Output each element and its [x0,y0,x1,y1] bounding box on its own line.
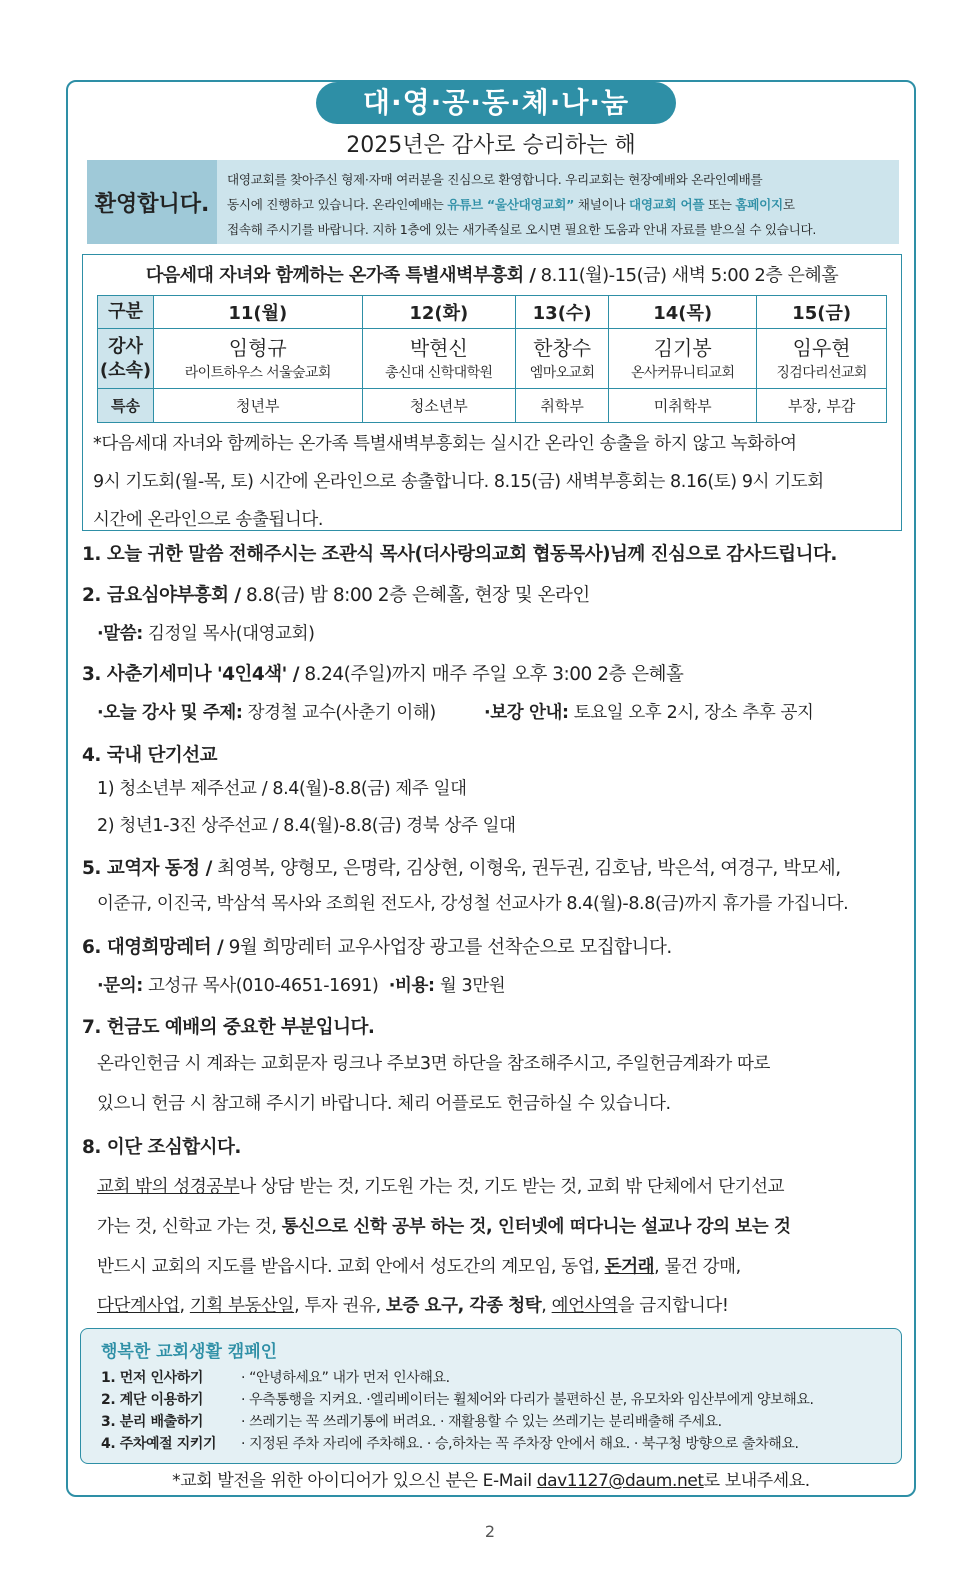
speaker-church: 온사커뮤니티교회 [630,364,735,381]
day-date: 14(목) [609,296,757,329]
dept-cell: 청소년부 [362,389,516,423]
speaker-name: 임우현 [792,335,851,360]
day-date: 12(화) [362,296,516,329]
item-8-l4-b: , [179,1296,190,1316]
welcome-line-2 [227,192,891,217]
item-3-heading [82,660,683,686]
day-date: 13(수) [516,296,609,329]
welcome-line-2-e: 또는 [704,197,736,212]
nextgen-title [83,255,901,287]
speaker-church: 엠마오교회 [529,364,595,381]
dept-cell: 부장, 부감 [757,389,887,423]
campaign-row-text: · 쓰레기는 꼭 쓰레기통에 버려요. · 재활용할 수 있는 쓰레기는 분리배출해 주세요. [241,1414,722,1430]
item-8-l4-c: 기획 부동산일 [189,1296,295,1316]
note-line-3: 시간에 온라인으로 송출됩니다. [93,510,324,530]
welcome-heading: 환영합니다. [87,160,217,244]
footnote-text-a: *교회 발전을 위한 아이디어가 있으신 분은 E-Mail [172,1471,537,1491]
item-8-l3-c: , 물건 강매, [654,1257,741,1277]
nextgen-revival-box [82,254,902,531]
item-8-l4-d: , 투자 권유, [294,1296,386,1316]
homepage-link[interactable]: 홈페이지 [735,197,783,212]
item-1-heading [82,540,837,566]
church-app-link[interactable]: 대영교회 어플 [628,197,705,212]
dept-label: 특송 [98,389,154,423]
year-motto: 2025년은 감사로 승리하는 해 [346,133,636,158]
speaker-label-2: (소속) [99,359,152,381]
dept-cell: 취학부 [516,389,609,423]
item-2-bold: 2. 금요심야부흥회 / [82,585,241,606]
nextgen-note [93,425,901,539]
item-8-line-3 [97,1253,741,1278]
speaker-cell [154,329,363,389]
item-3-sub-label-2: ·보강 안내: [484,703,569,723]
campaign-row [101,1433,799,1453]
item-8-line-4 [97,1292,728,1317]
item-8-l4-e: 보증 요구, 각종 청탁 [385,1296,542,1316]
item-7-line-1: 온라인헌금 시 계좌는 교회문자 링크나 주보3면 하단을 참조해주시고, 주일헌금계좌가 따로 [97,1054,771,1074]
campaign-row [101,1367,450,1387]
item-6-sub-text-1: 고성규 목사(010-4651-1691) [142,976,379,996]
welcome-text [217,160,899,244]
campaign-row-label: 4. 주차예절 지키기 [101,1436,217,1452]
speaker-church: 라이트하우스 서울숲교회 [184,364,331,381]
item-3-rest: 8.24(주일)까지 매주 주일 오후 3:00 2층 은혜홀 [299,664,684,685]
campaign-title: 행복한 교회생활 캠페인 [101,1342,278,1362]
dept-cell: 미취학부 [609,389,757,423]
speaker-cell [609,329,757,389]
nextgen-title-rest: 8.11(월)-15(금) 새벽 5:00 2층 은혜홀 [535,265,839,286]
welcome-line-2-g: 로 [782,197,795,212]
header-label: 구분 [98,296,154,329]
item-6-sub [97,972,505,997]
item-3-sub-label-1: ·오늘 강사 및 주제: [97,703,243,723]
item-8-l1-underlined: 교회 밖의 성경공부 [97,1177,240,1197]
speaker-name: 한창수 [533,335,592,360]
item-6-bold: 6. 대영희망레터 / [82,937,224,958]
item-3-sub-1 [97,699,436,724]
item-8-l4-f: , [541,1296,552,1316]
campaign-row [101,1411,722,1431]
dept-cell: 청년부 [154,389,363,423]
item-8-l2-b: 통신으로 신학 공부 하는 것, 인터넷에 떠다니는 설교나 강의 보는 것 [281,1217,791,1237]
item-8-l4-g: 예언사역 [551,1296,618,1316]
item-8-l2-a: 가는 것, 신학교 가는 것, [97,1217,282,1237]
welcome-line-2-a: 동시에 진행하고 있습니다. 온라인예배는 [227,197,448,212]
item-6-heading [82,933,672,959]
speaker-name: 김기봉 [653,335,712,360]
welcome-line-3: 접속해 주시기를 바랍니다. 지하 1층에 있는 새가족실로 오시면 필요한 도움과 안내 자료를 받으실 수 있습니다. [227,222,817,237]
campaign-box [80,1328,902,1464]
item-8-l3-a: 반드시 교회의 지도를 받읍시다. 교회 안에서 성도간의 계모임, 동업, [97,1257,605,1277]
item-7-text: 7. 헌금도 예배의 중요한 부분입니다. [82,1017,375,1038]
item-3-bold: 3. 사춘기세미나 '4인4색' / [82,664,300,685]
item-8-heading [82,1133,241,1159]
revival-schedule-table [97,295,887,423]
campaign-row-text: · 우측통행을 지켜요. ·엘리베이터는 휠체어와 다리가 불편하신 분, 유모차와 임산부에게 양보해요. [241,1392,814,1408]
footnote [66,1466,916,1491]
day-date: 11(월) [154,296,363,329]
campaign-row-label: 1. 먼저 인사하기 [101,1370,203,1386]
page-number: 2 [484,1522,496,1541]
item-4-text: 4. 국내 단기선교 [82,745,218,766]
item-6-rest: 9월 희망레터 교우사업장 광고를 선착순으로 모집합니다. [223,937,672,958]
item-6-sub-text-2: 월 3만원 [434,976,506,996]
speaker-label-1: 강사 [108,335,143,357]
banner-title: 대·영·공·동·체·나·눔 [316,82,676,124]
item-6-sub-label-2: ·비용: [388,976,435,996]
item-4-sub-1: 1) 청소년부 제주선교 / 8.4(월)-8.8(금) 제주 일대 [97,779,467,799]
campaign-row-text: · 지정된 주차 자리에 주차해요. · 승,하차는 꼭 주차장 안에서 해요. · 북구청 방향으로 출차해요. [241,1436,799,1452]
item-8-l4-h: 을 금지합니다! [617,1296,729,1316]
item-3-sub-2 [484,699,814,724]
item-7-heading [82,1013,374,1039]
welcome-line-1: 대영교회를 찾아주신 형제·자매 여러분을 진심으로 환영합니다. 우리교회는 현장예배와 온라인예배를 [227,172,763,187]
item-8-l3-b: 돈거래 [604,1257,655,1277]
speaker-cell [516,329,609,389]
item-6-sub-label-1: ·문의: [97,976,143,996]
speaker-name: 임형규 [228,335,287,360]
item-2-sub [97,620,315,645]
item-4-sub-2: 2) 청년1-3진 상주선교 / 8.4(월)-8.8(금) 경북 상주 일대 [97,816,516,836]
table-row [98,329,887,389]
campaign-row-text: · “안녕하세요” 내가 먼저 인사해요. [241,1370,450,1386]
email-link[interactable]: dav1127@daum.net [536,1471,704,1491]
note-line-1: *다음세대 자녀와 함께하는 온가족 특별새벽부흥회는 실시간 온라인 송출을 하지 않고 녹화하여 [93,434,797,454]
youtube-channel-link[interactable]: 유튜브 “울산대영교회” [447,197,575,212]
item-2-sub-label: ·말씀: [97,624,143,644]
speaker-label [98,329,154,389]
speaker-cell [362,329,516,389]
item-2-rest: 8.8(금) 밤 8:00 2층 은혜홀, 현장 및 온라인 [240,585,590,606]
item-3-sub-text-2: 토요일 오후 2시, 장소 추후 공지 [568,703,814,723]
welcome-box [87,160,899,244]
table-row [98,389,887,423]
day-date: 15(금) [757,296,887,329]
item-7-line-2: 있으니 헌금 시 참고해 주시기 바랍니다. 체리 어플로도 헌금하실 수 있습니다. [97,1094,671,1114]
item-5-bold: 5. 교역자 동정 / [82,858,212,879]
table-row [98,296,887,329]
speaker-cell [757,329,887,389]
campaign-row-label: 2. 계단 이용하기 [101,1392,203,1408]
item-8-l4-a: 다단계사업 [97,1296,180,1316]
item-1-text: 1. 오늘 귀한 말씀 전해주시는 조관식 목사(더사랑의교회 협동목사)님께 진심으로 감사드립니다. [82,544,837,565]
nextgen-title-bold: 다음세대 자녀와 함께하는 온가족 특별새벽부흥회 / [145,265,536,286]
speaker-name: 박현신 [409,335,468,360]
item-8-line-2 [97,1213,791,1238]
speaker-church: 징검다리선교회 [776,364,867,381]
item-8-text: 8. 이단 조심합시다. [82,1137,241,1158]
item-3-sub-text-1: 장경철 교수(사춘기 이해) [242,703,436,723]
campaign-row-label: 3. 분리 배출하기 [101,1414,203,1430]
item-2-sub-text: 김정일 목사(대영교회) [142,624,315,644]
item-2-heading [82,581,590,607]
item-5-line-2: 이준규, 이진국, 박삼석 목사와 조희원 전도사, 강성철 선교사가 8.4(월)-8.8(금)까지 휴가를 가집니다. [97,894,849,914]
campaign-row [101,1389,814,1409]
item-8-line-1 [97,1173,784,1198]
item-5-rest: 최영복, 양형모, 은명락, 김상현, 이형욱, 권두권, 김호남, 박은석, 여경구, 박모세, [211,858,841,879]
item-8-l1-rest: 나 상담 받는 것, 기도원 가는 것, 기도 받는 것, 교회 밖 단체에서 단기선교 [239,1177,785,1197]
item-5-heading [82,854,841,880]
note-line-2: 9시 기도회(월-목, 토) 시간에 온라인으로 송출합니다. 8.15(금) 새벽부흥회는 8.16(토) 9시 기도회 [93,472,824,492]
item-4-heading [82,741,217,767]
welcome-line-2-c: 채널이나 [574,197,629,212]
footnote-text-b: 로 보내주세요. [703,1471,810,1491]
speaker-church: 총신대 신학대학원 [385,364,493,381]
